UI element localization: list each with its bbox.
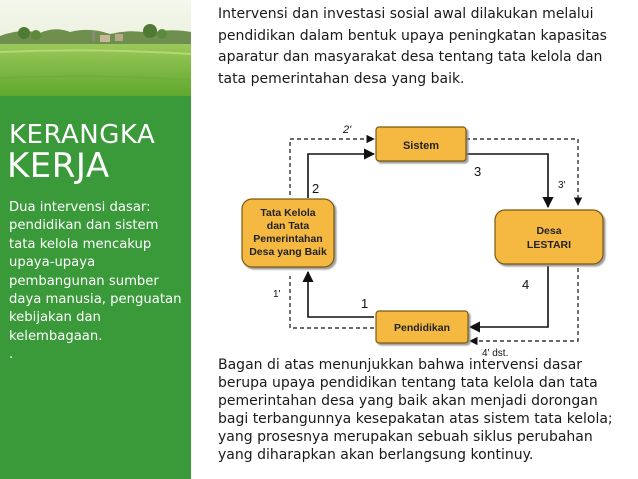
label-2: 2: [312, 181, 320, 196]
label-3: 3: [474, 164, 482, 179]
sidebar-title-line1: KERANGKA: [9, 120, 156, 150]
node-tata-kelola-line1: Tata Kelola: [260, 207, 316, 219]
node-sistem-label: Sistem: [402, 140, 440, 152]
arrow-3: [466, 154, 548, 207]
node-pendidikan-label: Pendidikan: [393, 322, 451, 334]
label-2prime: 2': [343, 124, 352, 136]
sidebar-trailing-dot: .: [9, 347, 14, 363]
node-tata-kelola: [242, 199, 334, 267]
intro-paragraph: Intervensi dan investasi sosial awal dilakukan melalui pendidikan dalam bentuk upaya peningkatan kapasitas aparatur dan masyarakat desa tentang tata kelola dan tata pemerintahan desa yang baik.: [218, 6, 607, 87]
node-pendidikan: [376, 311, 468, 343]
label-4: 4: [522, 277, 530, 292]
node-desa-line2: LESTARI: [526, 239, 572, 251]
node-tata-kelola-line3: Pemerintahan: [253, 233, 323, 245]
label-1prime: 1': [273, 289, 281, 300]
sidebar-title-line2: KERJA: [7, 146, 110, 186]
sidebar-description: Dua intervensi dasar: pendidikan dan sistem tata kelola mencakup upaya-upaya pembangunan sumber daya manusia, penguatan kebijakan dan kelembagaan.: [9, 200, 182, 344]
node-tata-kelola-line4: Desa yang Baik: [249, 246, 327, 258]
arrow-4: [470, 266, 548, 327]
label-3prime: 3': [558, 180, 566, 191]
node-sistem: [376, 127, 466, 161]
label-4prime: 4' dst.: [482, 348, 509, 359]
label-1: 1: [361, 296, 369, 311]
closing-paragraph: Bagan di atas menunjukkan bahwa intervensi dasar berupa upaya pendidikan tentang tata kelola dan tata pemerintahan desa yang baik akan menjadi dorongan bagi terbangunnya kesepakatan atas sistem tata kelola; yang prosesnya merupakan sebuah siklus perubahan yang diharapkan akan berlangsung kontinuy.: [218, 357, 613, 463]
node-desa-line1: Desa: [536, 225, 562, 237]
dashed-arrow-3prime: [466, 139, 578, 205]
node-desa-lestari: [495, 210, 603, 264]
node-tata-kelola-line2: dan Tata: [266, 220, 310, 232]
dashed-arrow-2prime: [290, 139, 374, 195]
